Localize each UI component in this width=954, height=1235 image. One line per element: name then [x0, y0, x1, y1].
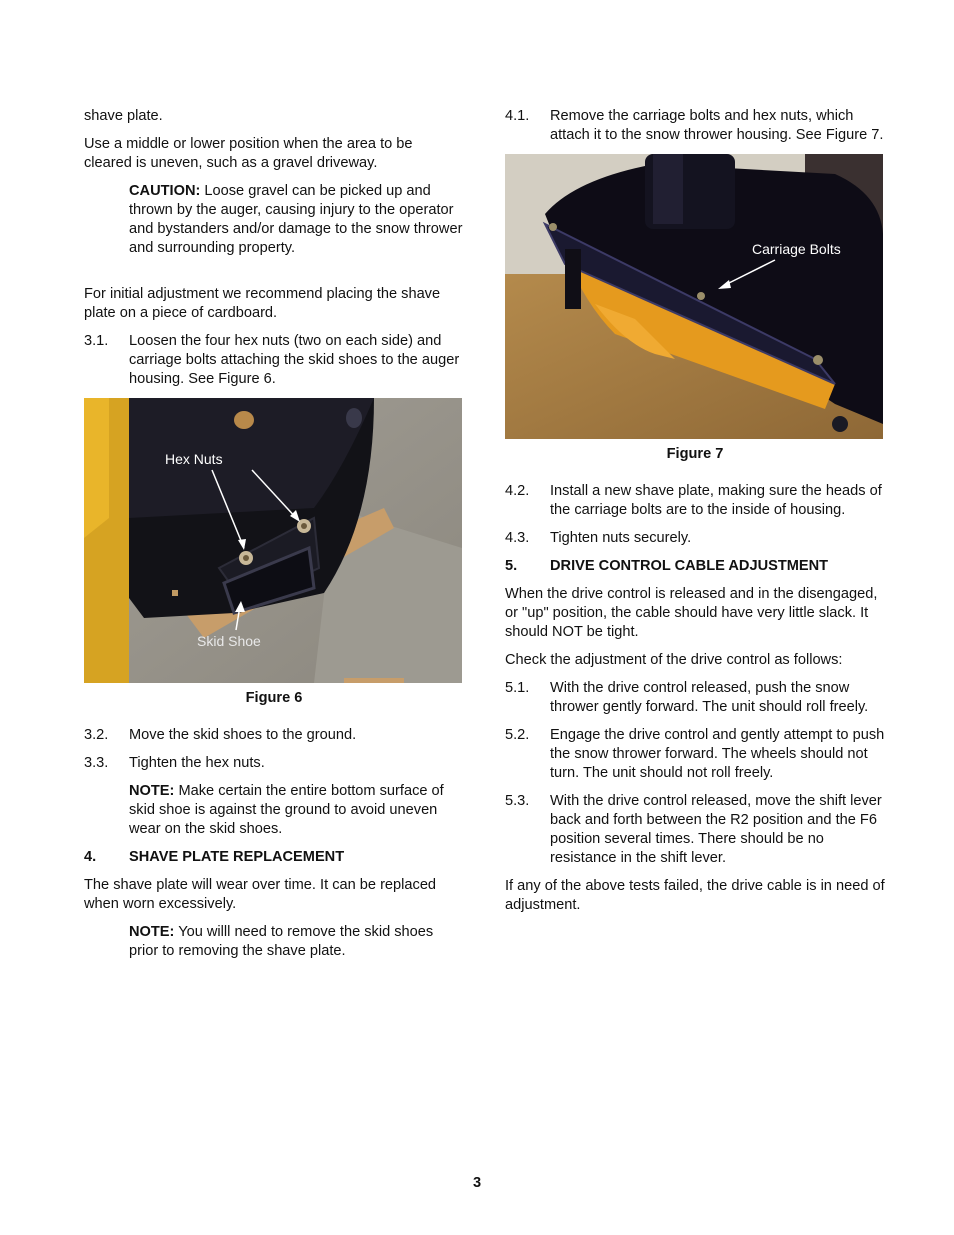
note-label: NOTE: — [129, 783, 175, 799]
step-5-2 — [505, 726, 885, 783]
paragraph: shave plate. — [84, 108, 163, 124]
step-3-1 — [84, 332, 464, 389]
step-text: Engage the drive control and gently attempt to push the snow thrower forward. The wheels should not turn. The unit should not roll freely. — [550, 727, 885, 781]
step-4-1 — [505, 107, 885, 145]
paragraph: Use a middle or lower position when the area to be cleared is uneven, such as a gravel driveway. — [84, 136, 413, 171]
figure-6-caption: Figure 6 — [245, 690, 303, 706]
section-number: 5. — [505, 558, 518, 574]
step-text: With the drive control released, move the shift lever back and forth between the R2 position and the F6 position several times. There should be no resistance in the shift lever. — [550, 793, 882, 866]
paragraph: The shave plate will wear over time. It can be replaced when worn excessively. — [84, 877, 437, 912]
step-5-3 — [505, 792, 885, 868]
hex-nuts-label: Hex Nuts — [165, 451, 223, 467]
caution-text: Loose gravel can be picked up and thrown by the auger, causing injury to the operator and bystanders and/or damage to the snow thrower and surrounding property. — [129, 183, 463, 256]
caution-label: CAUTION: — [129, 183, 201, 199]
section-title: SHAVE PLATE REPLACEMENT — [129, 849, 345, 865]
note-text: You willl need to remove the skid shoes prior to removing the shave plate. — [129, 924, 434, 959]
note-1 — [129, 782, 464, 839]
step-4-3 — [505, 529, 885, 548]
figure-7-caption: Figure 7 — [666, 446, 724, 462]
paragraph: Check the adjustment of the drive control as follows: — [505, 652, 843, 668]
step-5-1 — [505, 679, 885, 717]
carriage-bolts-photo — [505, 154, 883, 439]
skid-shoe-photo — [84, 398, 462, 683]
step-3-2 — [84, 726, 464, 745]
caution-note — [129, 182, 464, 258]
step-number: 4.1. — [505, 108, 530, 124]
step-number: 4.2. — [505, 483, 530, 499]
step-text: Loosen the four hex nuts (two on each side) and carriage bolts attaching the skid shoes to the auger housing. See Figure 6. — [129, 333, 460, 387]
paragraph: When the drive control is released and in the disengaged, or "up" position, the cable should have very little slack. It should NOT be tight. — [505, 586, 878, 640]
step-3-3 — [84, 754, 464, 773]
paragraph: For initial adjustment we recommend placing the shave plate on a piece of cardboard. — [84, 286, 441, 321]
section-title: DRIVE CONTROL CABLE ADJUSTMENT — [550, 558, 829, 574]
section-number: 4. — [84, 849, 97, 865]
step-number: 3.3. — [84, 755, 109, 771]
step-number: 3.1. — [84, 333, 109, 349]
figure-7-photo — [505, 154, 883, 439]
note-label: NOTE: — [129, 924, 175, 940]
step-text: Move the skid shoes to the ground. — [129, 727, 357, 743]
step-text: With the drive control released, push the snow thrower gently forward. The unit should roll freely. — [550, 680, 869, 715]
section-5-heading — [505, 557, 885, 576]
carriage-bolts-label: Carriage Bolts — [752, 241, 841, 257]
left-column — [84, 107, 464, 970]
step-text: Install a new shave plate, making sure the heads of the carriage bolts are to the inside of housing. — [550, 483, 882, 518]
page-number: 3 — [472, 1175, 482, 1191]
step-number: 5.3. — [505, 793, 530, 809]
step-4-2 — [505, 482, 885, 520]
step-text: Tighten the hex nuts. — [129, 755, 265, 771]
step-number: 4.3. — [505, 530, 530, 546]
paragraph: If any of the above tests failed, the drive cable is in need of adjustment. — [505, 878, 885, 913]
step-number: 5.1. — [505, 680, 530, 696]
section-4-heading — [84, 848, 464, 867]
figure-6-photo — [84, 398, 462, 683]
step-text: Tighten nuts securely. — [550, 530, 692, 546]
note-2 — [129, 923, 464, 961]
step-number: 3.2. — [84, 727, 109, 743]
right-column — [505, 107, 885, 924]
note-text: Make certain the entire bottom surface of skid shoe is against the ground to avoid uneven wear on the skid shoes. — [129, 783, 444, 837]
step-text: Remove the carriage bolts and hex nuts, which attach it to the snow thrower housing. See Figure 7. — [550, 108, 884, 143]
skid-shoe-label: Skid Shoe — [197, 633, 261, 649]
step-number: 5.2. — [505, 727, 530, 743]
